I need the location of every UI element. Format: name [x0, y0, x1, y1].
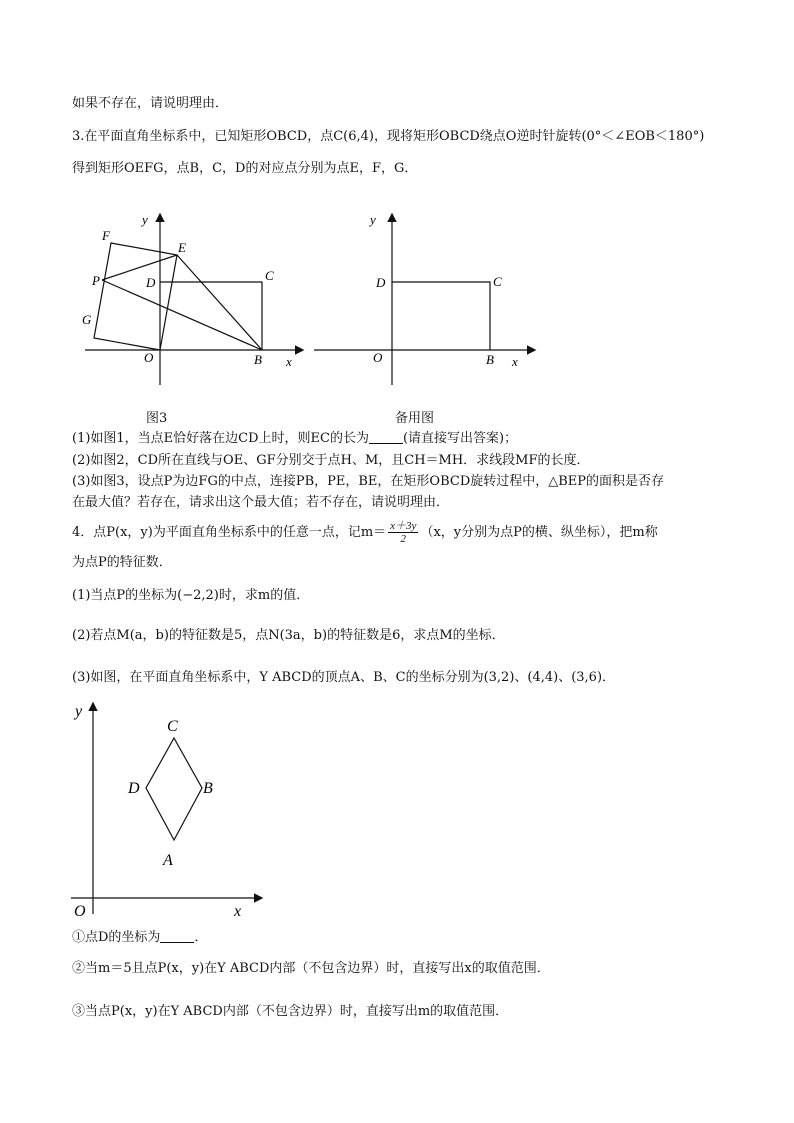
fraction-denominator: 2 [400, 533, 407, 545]
label-c: C [493, 274, 502, 289]
label-x: x [234, 903, 242, 920]
label-y: y [370, 212, 376, 227]
label-g: G [82, 312, 92, 327]
q3-stem-line1: 3.在平面直角坐标系中，已知矩形OBCD，点C(6,4)，现将矩形OBCD绕点O逆时针旋转(0°＜∠EOB＜180°) [72, 129, 705, 144]
parallelogram-figure [66, 700, 266, 922]
q3-sub1-tail: (请直接写出答案)； [402, 431, 518, 446]
q3-sub1 [72, 430, 517, 448]
rect-obcd [392, 282, 490, 350]
segment-pb [102, 280, 262, 350]
q3-sub2: (2)如图2，CD所在直线与OE、GF分别交于点H、M，且CH＝MH．求线段MF的长度． [72, 453, 590, 468]
q3-sub3-line1: (3)如图3，设点P为边FG的中点，连接PB，PE，BE，在矩形OBCD旋转过程中，△BEP的面积是否存 [72, 474, 665, 489]
label-e: E [178, 240, 186, 255]
caption-figure-3: 图3 [146, 411, 168, 426]
label-b: B [203, 780, 213, 797]
q4-sub3: (3)如图，在平面直角坐标系中，Y ABCD的顶点A、B、C的坐标分别为(3,2)、(4,4)、(3,6)． [72, 670, 616, 685]
q4-sub2: (2)若点M(a，b)的特征数是5，点N(3a，b)的特征数是6，求点M的坐标． [72, 628, 505, 643]
q3-sub1-text: (1)如图1，当点E恰好落在边CD上时，则EC的长为 [72, 431, 369, 446]
label-f: F [102, 228, 110, 243]
label-b: B [254, 352, 262, 367]
label-o: O [144, 350, 154, 365]
q4-sub1: (1)当点P的坐标为(−2,2)时，求m的值． [72, 588, 310, 603]
segment-eb [177, 255, 262, 350]
segment-pe [102, 255, 177, 280]
label-y: y [142, 212, 148, 227]
label-o: O [74, 903, 86, 920]
label-d: D [376, 275, 386, 290]
answer-blank [369, 431, 403, 444]
label-o: O [373, 350, 383, 365]
q4-stem-b: （x，y分别为点P的横、纵坐标），把m称 [420, 525, 658, 540]
label-y: y [75, 703, 83, 720]
prev-question-tail: 如果不存在，请说明理由． [72, 96, 229, 111]
q4-c1-text: ①点D的坐标为 [72, 930, 161, 945]
fraction-numerator: x＋3y [390, 520, 417, 532]
q3-sub3-line2: 在最大值？若存在，请求出这个最大值；若不存在，请说明理由． [72, 495, 450, 510]
label-p: P [92, 273, 100, 288]
label-b: B [486, 352, 494, 367]
m-fraction [388, 520, 418, 545]
q4-c2: ②当m＝5且点P(x，y)在Y ABCD内部（不包含边界）时，直接写出x的取值范围． [72, 961, 550, 976]
label-c: C [167, 718, 178, 735]
label-x: x [286, 354, 292, 369]
caption-backup-figure: 备用图 [395, 411, 435, 426]
parallelogram-abcd [146, 738, 202, 840]
q4-c1 [72, 929, 207, 947]
q4-stem-line1 [72, 520, 658, 546]
q4-c1-tail: ． [194, 930, 208, 945]
figure-3 [80, 200, 320, 390]
answer-blank [160, 930, 194, 943]
backup-figure [312, 200, 542, 390]
q3-stem-line2: 得到矩形OEFG，点B，C，D的对应点分别为点E，F，G． [72, 161, 418, 176]
label-d: D [128, 780, 140, 797]
q4-stem-a: 4．点P(x，y)为平面直角坐标系中的任意一点，记m＝ [72, 525, 387, 540]
q4-stem-line2: 为点P的特征数． [72, 555, 172, 570]
label-x: x [512, 354, 518, 369]
label-c: C [265, 268, 274, 283]
q4-c3: ③当点P(x，y)在Y ABCD内部（不包含边界）时，直接写出m的取值范围． [72, 1004, 509, 1019]
label-a: A [163, 852, 173, 869]
label-d: D [146, 275, 156, 290]
